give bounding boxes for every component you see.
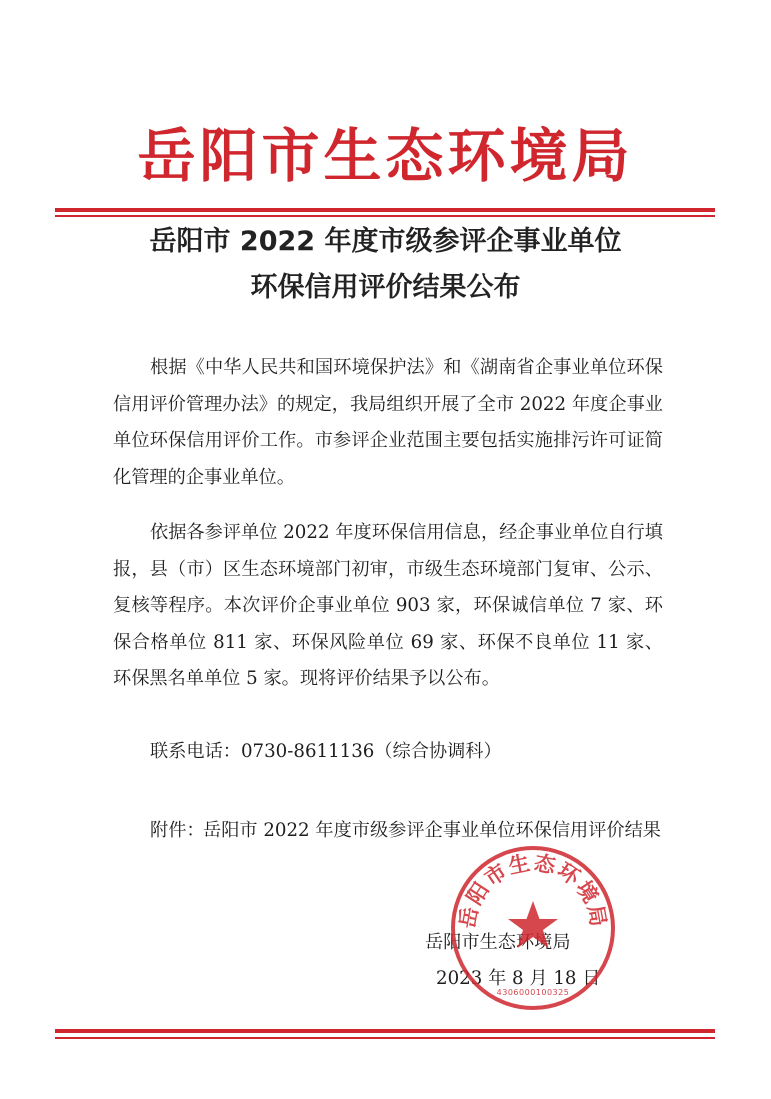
attachment-text: 岳阳市 2022 年度市级参评企事业单位环保信用评价结果 [203, 820, 661, 841]
document-title-line1: 岳阳市 2022 年度市级参评企事业单位 [149, 226, 622, 257]
seal-star-icon [508, 901, 558, 948]
official-seal [448, 843, 618, 1013]
attachment-label: 附件： [150, 820, 205, 841]
svg-text:岳阳市生态环境局: 岳阳市生态环境局 [455, 850, 611, 931]
body-paragraph-1: 根据《中华人民共和国环境保护法》和《湖南省企事业单位环保信用评价管理办法》的规定，我局组织开展了全市 2022 年度企事业单位环保信用评价工作。市参评企业范围主要包括实施排污许可证简化管理的企事业单位。 [113, 357, 663, 488]
signature-date: 2023 年 8 月 18 日 [436, 968, 601, 989]
contact-phone: 联系电话：0730-8611136（综合协调科） [150, 741, 502, 762]
signature-org: 岳阳市生态环境局 [425, 932, 571, 953]
letterhead-rule-thin [55, 215, 715, 217]
footer-rule-thin [55, 1037, 715, 1039]
footer-rule-thick [55, 1029, 715, 1033]
document-title-line2: 环保信用评价结果公布 [250, 272, 521, 303]
svg-text:4306000100325: 4306000100325 [496, 988, 570, 997]
body-paragraph-2: 依据各参评单位 2022 年度环保信用信息，经企事业单位自行填报，县（市）区生态环境部门初审，市级生态环境部门复审、公示、复核等程序。本次评价企事业单位 903 家，环保诚信单位 7 家、环保合格单位 811 家、环保风险单位 69 家、环保不良单位 11 家、环保黑名单单位 5 家。现将评价结果予以公布。 [113, 522, 663, 689]
letterhead-org-name: 岳阳市生态环境局 [137, 122, 634, 190]
letterhead-rule-thick [55, 208, 715, 212]
